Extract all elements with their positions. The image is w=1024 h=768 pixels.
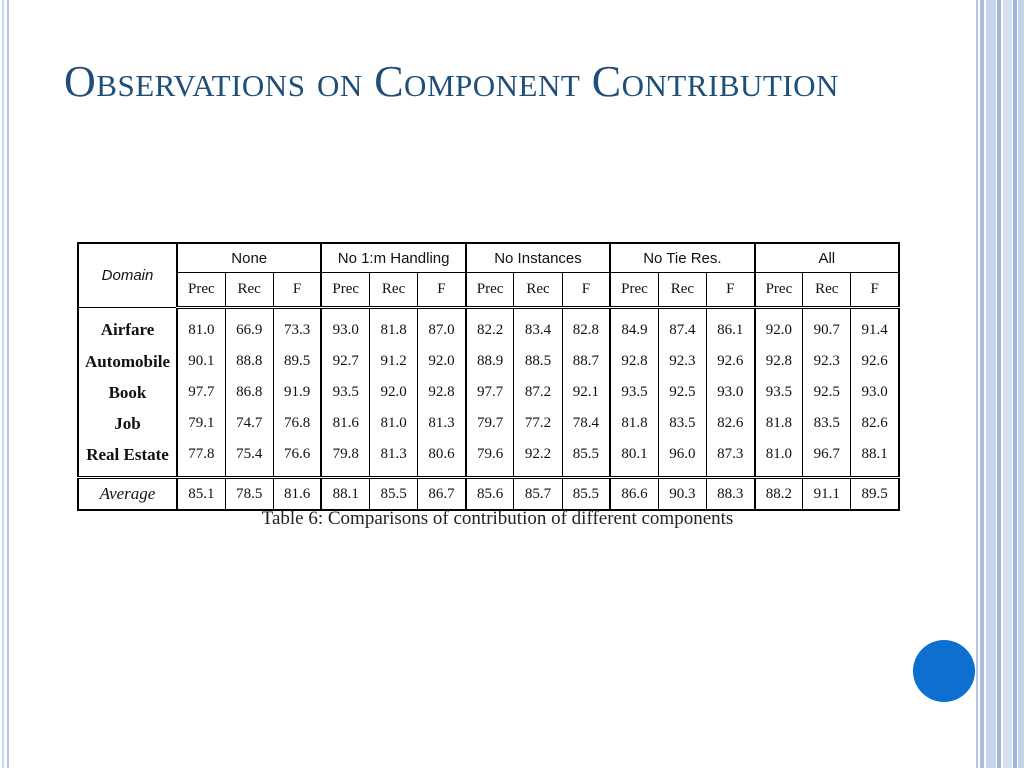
right-stripe-decoration: [976, 0, 1024, 768]
table-cell: 90.1: [177, 346, 225, 377]
table-cell: 87.0: [418, 308, 466, 347]
table-cell: 92.6: [706, 346, 754, 377]
table-cell: 82.8: [562, 308, 610, 347]
table-caption-text: Table 6: Comparisons of contribution of different components: [261, 508, 734, 529]
left-border-decoration: [0, 0, 9, 768]
table-cell: 81.3: [418, 408, 466, 439]
subheader-cell: Rec: [803, 273, 851, 308]
group-header-no-instances: No Instances: [466, 243, 610, 273]
subheader-cell: Prec: [466, 273, 514, 308]
table-cell: 87.3: [706, 439, 754, 478]
table-cell: 96.0: [658, 439, 706, 478]
table-cell: 88.9: [466, 346, 514, 377]
table-cell: 76.6: [273, 439, 321, 478]
table-cell: 91.4: [851, 308, 899, 347]
table-cell: 85.5: [562, 439, 610, 478]
table-cell: 77.2: [514, 408, 562, 439]
decorative-circle: [913, 640, 975, 702]
table-cell: 92.8: [418, 377, 466, 408]
table-cell: 91.2: [370, 346, 418, 377]
subheader-cell: Prec: [321, 273, 369, 308]
subheader-cell: F: [418, 273, 466, 308]
subheader-cell: F: [851, 273, 899, 308]
table-cell: 93.0: [851, 377, 899, 408]
subheader-cell: Prec: [177, 273, 225, 308]
average-cell: 86.7: [418, 478, 466, 511]
table-cell: 66.9: [225, 308, 273, 347]
table-cell: 73.3: [273, 308, 321, 347]
average-cell: 88.1: [321, 478, 369, 511]
table-row: [78, 377, 899, 408]
average-cell: 81.6: [273, 478, 321, 511]
average-cell: 86.6: [610, 478, 658, 511]
table-cell: 92.3: [803, 346, 851, 377]
table-cell: 89.5: [273, 346, 321, 377]
table-cell: 90.7: [803, 308, 851, 347]
table-cell: 92.8: [610, 346, 658, 377]
domain-header: Domain: [78, 243, 177, 308]
table-cell: 83.4: [514, 308, 562, 347]
table-cell: 82.6: [851, 408, 899, 439]
table-cell: 79.8: [321, 439, 369, 478]
table-cell: 97.7: [177, 377, 225, 408]
table-cell: 81.8: [370, 308, 418, 347]
table-cell: 91.9: [273, 377, 321, 408]
table-cell: 77.8: [177, 439, 225, 478]
group-header-none: None: [177, 243, 321, 273]
table-cell: 92.7: [321, 346, 369, 377]
table-cell: 80.1: [610, 439, 658, 478]
row-domain-label: Automobile: [78, 346, 177, 377]
table-cell: 92.3: [658, 346, 706, 377]
table-cell: 79.6: [466, 439, 514, 478]
table-cell: 75.4: [225, 439, 273, 478]
table-row: [78, 346, 899, 377]
table-cell: 80.6: [418, 439, 466, 478]
table-cell: 93.0: [321, 308, 369, 347]
table-cell: 88.7: [562, 346, 610, 377]
average-cell: 89.5: [851, 478, 899, 511]
table-cell: 93.5: [755, 377, 803, 408]
results-table-body: [78, 308, 899, 511]
slide-title: Observations on Component Contribution: [64, 57, 839, 106]
table-cell: 92.5: [803, 377, 851, 408]
subheader-cell: F: [562, 273, 610, 308]
row-domain-label: Book: [78, 377, 177, 408]
table-cell: 79.1: [177, 408, 225, 439]
subheader-cell: F: [706, 273, 754, 308]
table-cell: 82.6: [706, 408, 754, 439]
average-cell: 78.5: [225, 478, 273, 511]
table-cell: 92.1: [562, 377, 610, 408]
table-cell: 81.6: [321, 408, 369, 439]
group-header-row: [78, 243, 899, 273]
row-domain-label: Airfare: [78, 308, 177, 347]
table-cell: 86.8: [225, 377, 273, 408]
row-domain-label: Job: [78, 408, 177, 439]
table-cell: 81.0: [177, 308, 225, 347]
average-row: [78, 478, 899, 511]
table-cell: 84.9: [610, 308, 658, 347]
table-cell: 81.0: [755, 439, 803, 478]
table-cell: 81.8: [755, 408, 803, 439]
table-row: [78, 308, 899, 347]
table-cell: 96.7: [803, 439, 851, 478]
average-cell: 90.3: [658, 478, 706, 511]
table-cell: 93.5: [321, 377, 369, 408]
subheader-cell: F: [273, 273, 321, 308]
table-cell: 79.7: [466, 408, 514, 439]
table-cell: 92.8: [755, 346, 803, 377]
table-row: [78, 408, 899, 439]
average-cell: 85.7: [514, 478, 562, 511]
table-cell: 76.8: [273, 408, 321, 439]
table-cell: 88.8: [225, 346, 273, 377]
subheader-row: [78, 273, 899, 308]
table-cell: 88.1: [851, 439, 899, 478]
average-label: Average: [78, 478, 177, 511]
table-cell: 83.5: [658, 408, 706, 439]
table-cell: 93.5: [610, 377, 658, 408]
group-header-no-tie-res: No Tie Res.: [610, 243, 754, 273]
table-cell: 92.0: [370, 377, 418, 408]
subheader-cell: Rec: [514, 273, 562, 308]
average-cell: 88.2: [755, 478, 803, 511]
table-cell: 86.1: [706, 308, 754, 347]
subheader-cell: Rec: [225, 273, 273, 308]
table-cell: 92.2: [514, 439, 562, 478]
table-cell: 97.7: [466, 377, 514, 408]
table-cell: 78.4: [562, 408, 610, 439]
table-cell: 81.8: [610, 408, 658, 439]
average-cell: 85.5: [370, 478, 418, 511]
subheader-cell: Prec: [755, 273, 803, 308]
table-cell: 87.2: [514, 377, 562, 408]
group-header-all: All: [755, 243, 899, 273]
row-domain-label: Real Estate: [78, 439, 177, 478]
table-row: [78, 439, 899, 478]
table-cell: 92.5: [658, 377, 706, 408]
table-cell: 92.0: [755, 308, 803, 347]
table-cell: 83.5: [803, 408, 851, 439]
average-cell: 85.5: [562, 478, 610, 511]
table-cell: 88.5: [514, 346, 562, 377]
subheader-cell: Rec: [658, 273, 706, 308]
table-cell: 81.0: [370, 408, 418, 439]
table-cell: 92.0: [418, 346, 466, 377]
table-cell: 81.3: [370, 439, 418, 478]
table-caption: [77, 508, 898, 530]
subheader-cell: Prec: [610, 273, 658, 308]
results-table-container: [77, 242, 898, 511]
average-cell: 88.3: [706, 478, 754, 511]
table-cell: 82.2: [466, 308, 514, 347]
table-cell: 87.4: [658, 308, 706, 347]
table-cell: 92.6: [851, 346, 899, 377]
results-table: [77, 242, 900, 511]
table-cell: 93.0: [706, 377, 754, 408]
average-cell: 85.1: [177, 478, 225, 511]
average-cell: 91.1: [803, 478, 851, 511]
table-cell: 74.7: [225, 408, 273, 439]
average-cell: 85.6: [466, 478, 514, 511]
subheader-cell: Rec: [370, 273, 418, 308]
group-header-no-1m-handling: No 1:m Handling: [321, 243, 465, 273]
